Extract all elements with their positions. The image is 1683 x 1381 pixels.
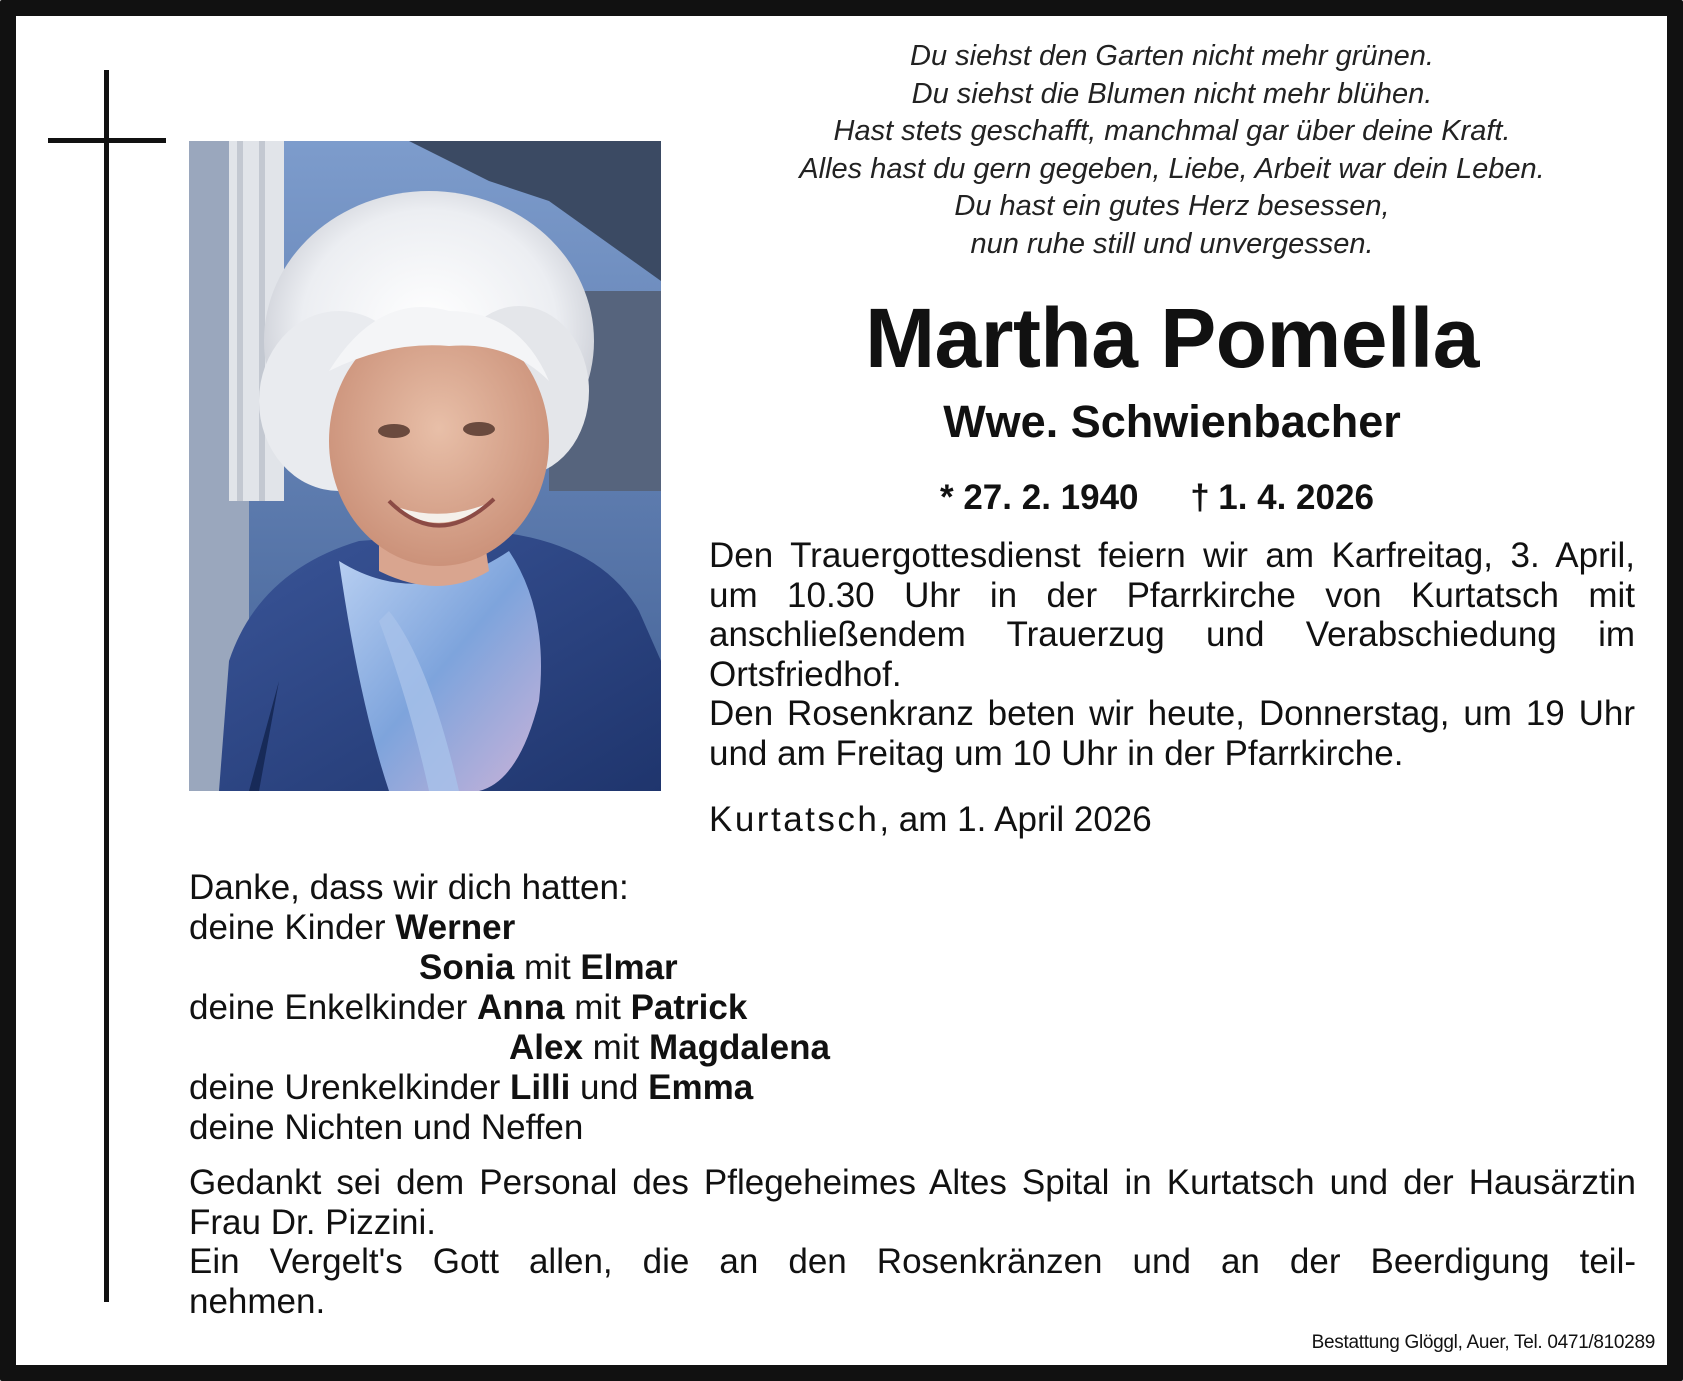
thanks-attendees-line1: Ein Vergelt's Gott allen, die an den Rosenkränzen und an der Beerdigung teil-	[189, 1242, 1636, 1281]
poem-line: nun ruhe still und unvergessen.	[970, 227, 1374, 260]
family-row-children-2	[189, 948, 1089, 988]
family-intro: Danke, dass wir dich hatten:	[189, 868, 629, 907]
cross-icon-horizontal	[48, 138, 166, 143]
family-label: deine Kinder	[189, 908, 396, 947]
family-label: deine Enkelkinder	[189, 988, 477, 1027]
family-member: Emma	[648, 1068, 754, 1107]
family-member: Anna	[476, 988, 565, 1027]
place-date: , am 1. April 2026	[879, 800, 1152, 839]
family-row-great-grandchildren	[189, 1068, 1089, 1108]
birth-date: * 27. 2. 1940	[940, 478, 1139, 517]
thanks-attendees-line2: nehmen.	[189, 1281, 326, 1321]
poem-line: Du siehst den Garten nicht mehr grünen.	[910, 40, 1434, 72]
poem-line: Hast stets geschafft, manchmal gar über deine Kraft.	[833, 115, 1511, 147]
funeral-home-credit: Bestattung Glöggl, Auer, Tel. 0471/810289	[1311, 1332, 1655, 1353]
family-list	[189, 868, 1089, 1148]
family-member: Werner	[395, 908, 516, 947]
family-label: deine Urenkelkinder	[189, 1068, 511, 1107]
family-row-children	[189, 908, 1089, 948]
family-conjunction: mit	[514, 948, 581, 987]
poem-line: Du siehst die Blumen nicht mehr blühen.	[911, 77, 1433, 110]
death-date-group	[1190, 476, 1374, 520]
service-announcement	[709, 536, 1635, 773]
family-member: Lilli	[510, 1068, 571, 1107]
place-date-line	[709, 799, 1152, 841]
family-member: Patrick	[630, 988, 748, 1027]
family-member: Alex	[509, 1028, 583, 1067]
life-dates	[940, 476, 1440, 520]
poem-line: Du hast ein gutes Herz besessen,	[954, 190, 1390, 222]
thanks-staff-text: Gedankt sei dem Personal des Pflegeheimes Altes Spital in Kurtatsch und der Hausärztin Frau Dr. Pizzini.	[189, 1163, 1636, 1242]
cross-icon-vertical	[104, 70, 109, 1302]
funeral-mass-text: Den Trauergottesdienst feiern wir am Karfreitag, 3. April, um 10.30 Uhr in der Pfarrkirche von Kurtatsch mit anschließendem Trauerzug und Verabschiedung im Ortsfriedhof.	[709, 536, 1635, 694]
thanks-section	[189, 1163, 1636, 1321]
deceased-name: Martha Pomella	[865, 291, 1479, 385]
family-conjunction: und	[570, 1068, 649, 1107]
family-row-nieces-nephews: deine Nichten und Neffen	[189, 1108, 584, 1147]
family-member: Elmar	[580, 948, 678, 987]
portrait-photo	[189, 141, 661, 791]
deceased-maiden-name: Wwe. Schwienbacher	[943, 396, 1401, 447]
family-member: Magdalena	[649, 1028, 830, 1067]
death-date: 1. 4. 2026	[1218, 478, 1374, 517]
poem-line: Alles hast du gern gegeben, Liebe, Arbeit war dein Leben.	[799, 152, 1545, 185]
rosary-text: Den Rosenkranz beten wir heute, Donnerstag, um 19 Uhr und am Freitag um 10 Uhr in der Pfarrkirche.	[709, 694, 1635, 773]
place-town: Kurtatsch	[709, 800, 880, 839]
family-member: Sonia	[419, 948, 515, 987]
poem	[700, 38, 1644, 263]
family-conjunction: mit	[582, 1028, 650, 1067]
family-row-grandchildren-2	[189, 1028, 1089, 1068]
family-conjunction: mit	[564, 988, 631, 1027]
dagger-icon: †	[1190, 478, 1210, 517]
family-row-grandchildren	[189, 988, 1089, 1028]
